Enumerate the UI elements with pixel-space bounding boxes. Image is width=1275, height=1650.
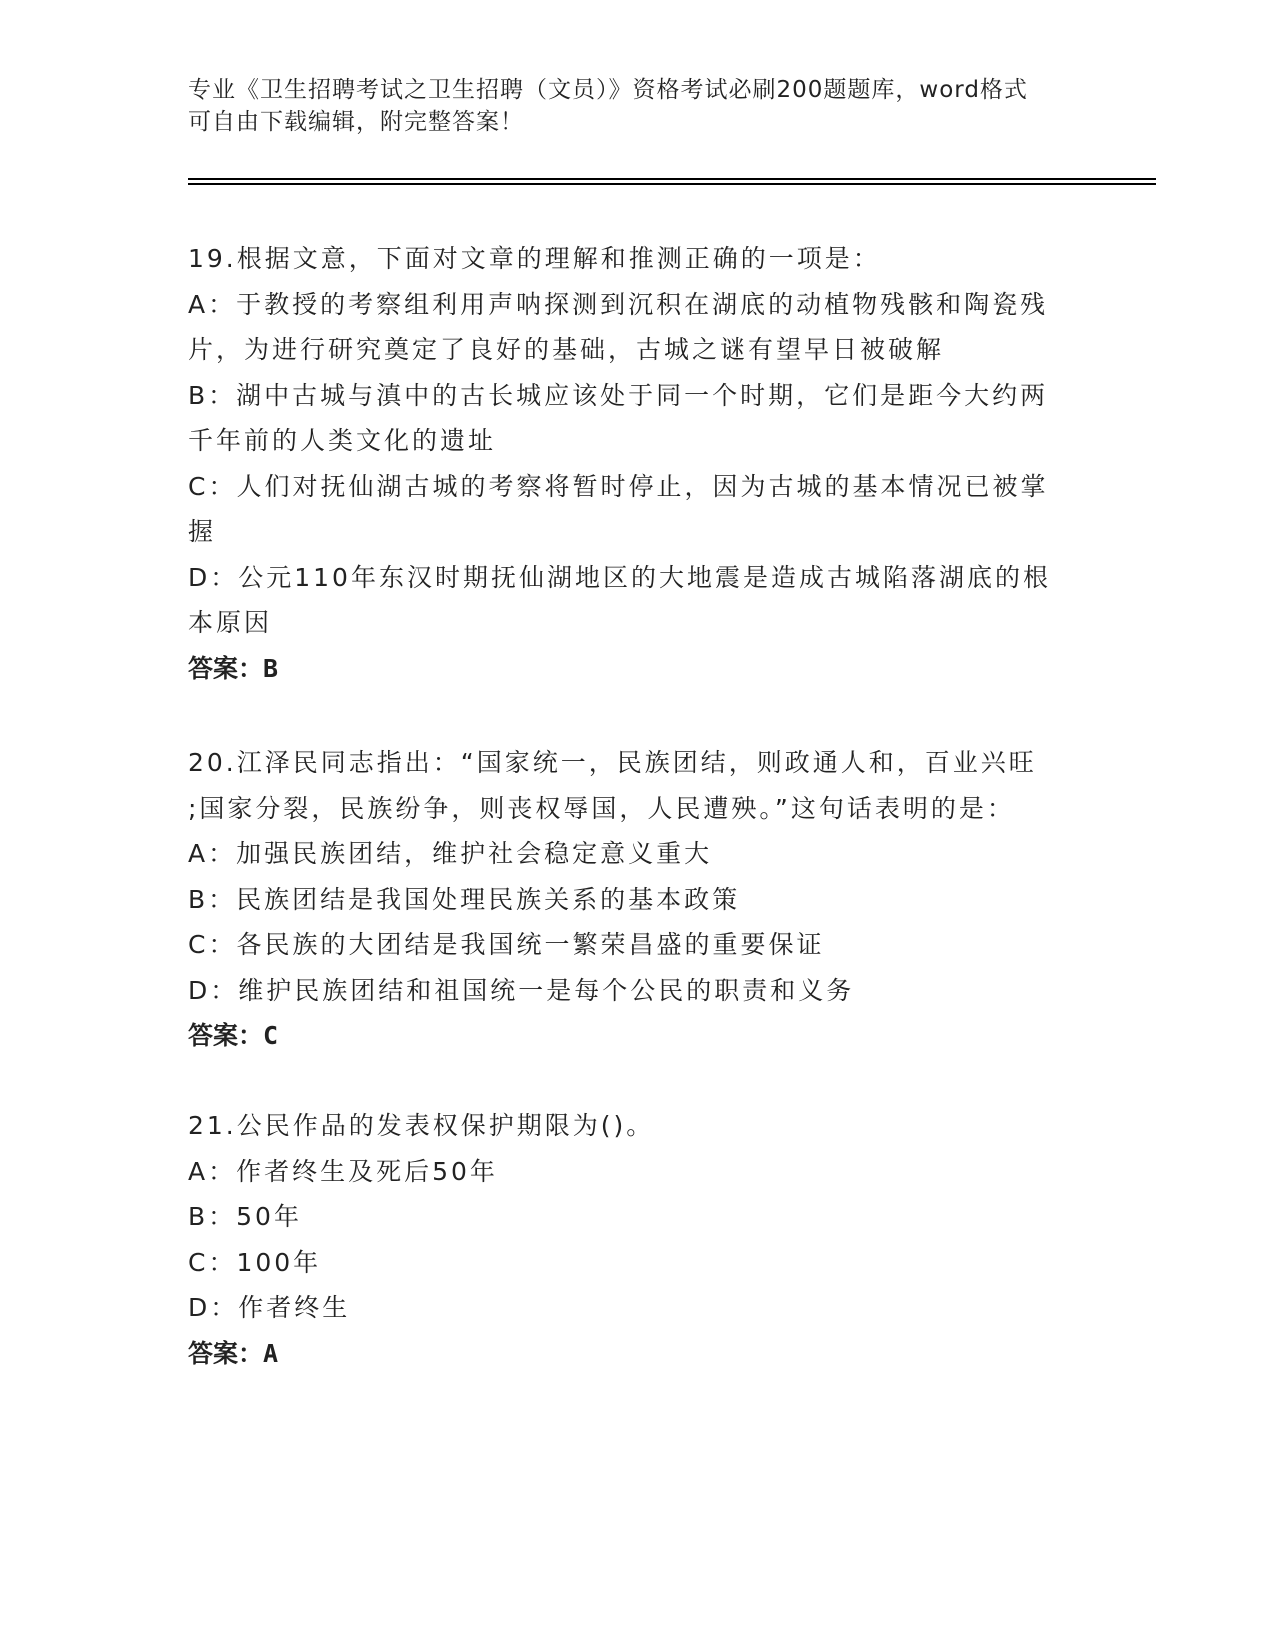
option-a: A：作者终生及死后50年 [188, 1156, 498, 1186]
header-divider-top [188, 178, 1156, 180]
question-19 [188, 236, 1088, 691]
option-d: D：作者终生 [188, 1293, 351, 1322]
option-c: C：各民族的大团结是我国统一繁荣昌盛的重要保证 [188, 930, 825, 959]
option-b-cont: 千年前的人类文化的遗址 [188, 426, 497, 455]
answer-key: 答案：C [188, 1021, 279, 1050]
document-header [188, 74, 1088, 138]
option-b: B：50年 [188, 1202, 302, 1231]
option-a-cont: 片，为进行研究奠定了良好的基础，古城之谜有望早日被破解 [188, 335, 945, 364]
option-d-cont: 本原因 [188, 608, 273, 637]
option-c-cont: 握 [188, 517, 217, 546]
answer-key: 答案：A [188, 1338, 279, 1368]
header-line-1: 专业《卫生招聘考试之卫生招聘（文员）》资格考试必刷200题题库，word格式 [188, 77, 1028, 103]
option-b: B：民族团结是我国处理民族关系的基本政策 [188, 884, 741, 914]
option-d: D：维护民族团结和祖国统一是每个公民的职责和义务 [188, 975, 855, 1005]
option-c: C：人们对抚仙湖古城的考察将暂时停止，因为古城的基本情况已被掌 [188, 471, 1049, 501]
header-line-2: 可自由下载编辑，附完整答案！ [188, 109, 524, 135]
question-20 [188, 740, 1088, 1059]
option-b: B：湖中古城与滇中的古长城应该处于同一个时期，它们是距今大约两 [188, 380, 1049, 410]
answer-key: 答案：B [188, 653, 279, 683]
option-a: A：于教授的考察组利用声呐探测到沉积在湖底的动植物残骸和陶瓷残 [188, 289, 1049, 319]
option-a: A：加强民族团结，维护社会稳定意义重大 [188, 839, 713, 868]
question-stem-cont: ;国家分裂，民族纷争，则丧权辱国，人民遭殃。”这句话表明的是： [188, 793, 1015, 823]
option-c: C：100年 [188, 1247, 322, 1277]
question-stem: 19.根据文意，下面对文章的理解和推测正确的一项是： [188, 244, 881, 273]
question-stem: 21.公民作品的发表权保护期限为()。 [188, 1111, 655, 1140]
option-d: D：公元110年东汉时期抚仙湖地区的大地震是造成古城陷落湖底的根 [188, 562, 1051, 592]
header-divider-bottom [188, 183, 1156, 185]
question-stem: 20.江泽民同志指出：“国家统一，民族团结，则政通人和，百业兴旺 [188, 748, 1037, 777]
question-21 [188, 1103, 1088, 1376]
